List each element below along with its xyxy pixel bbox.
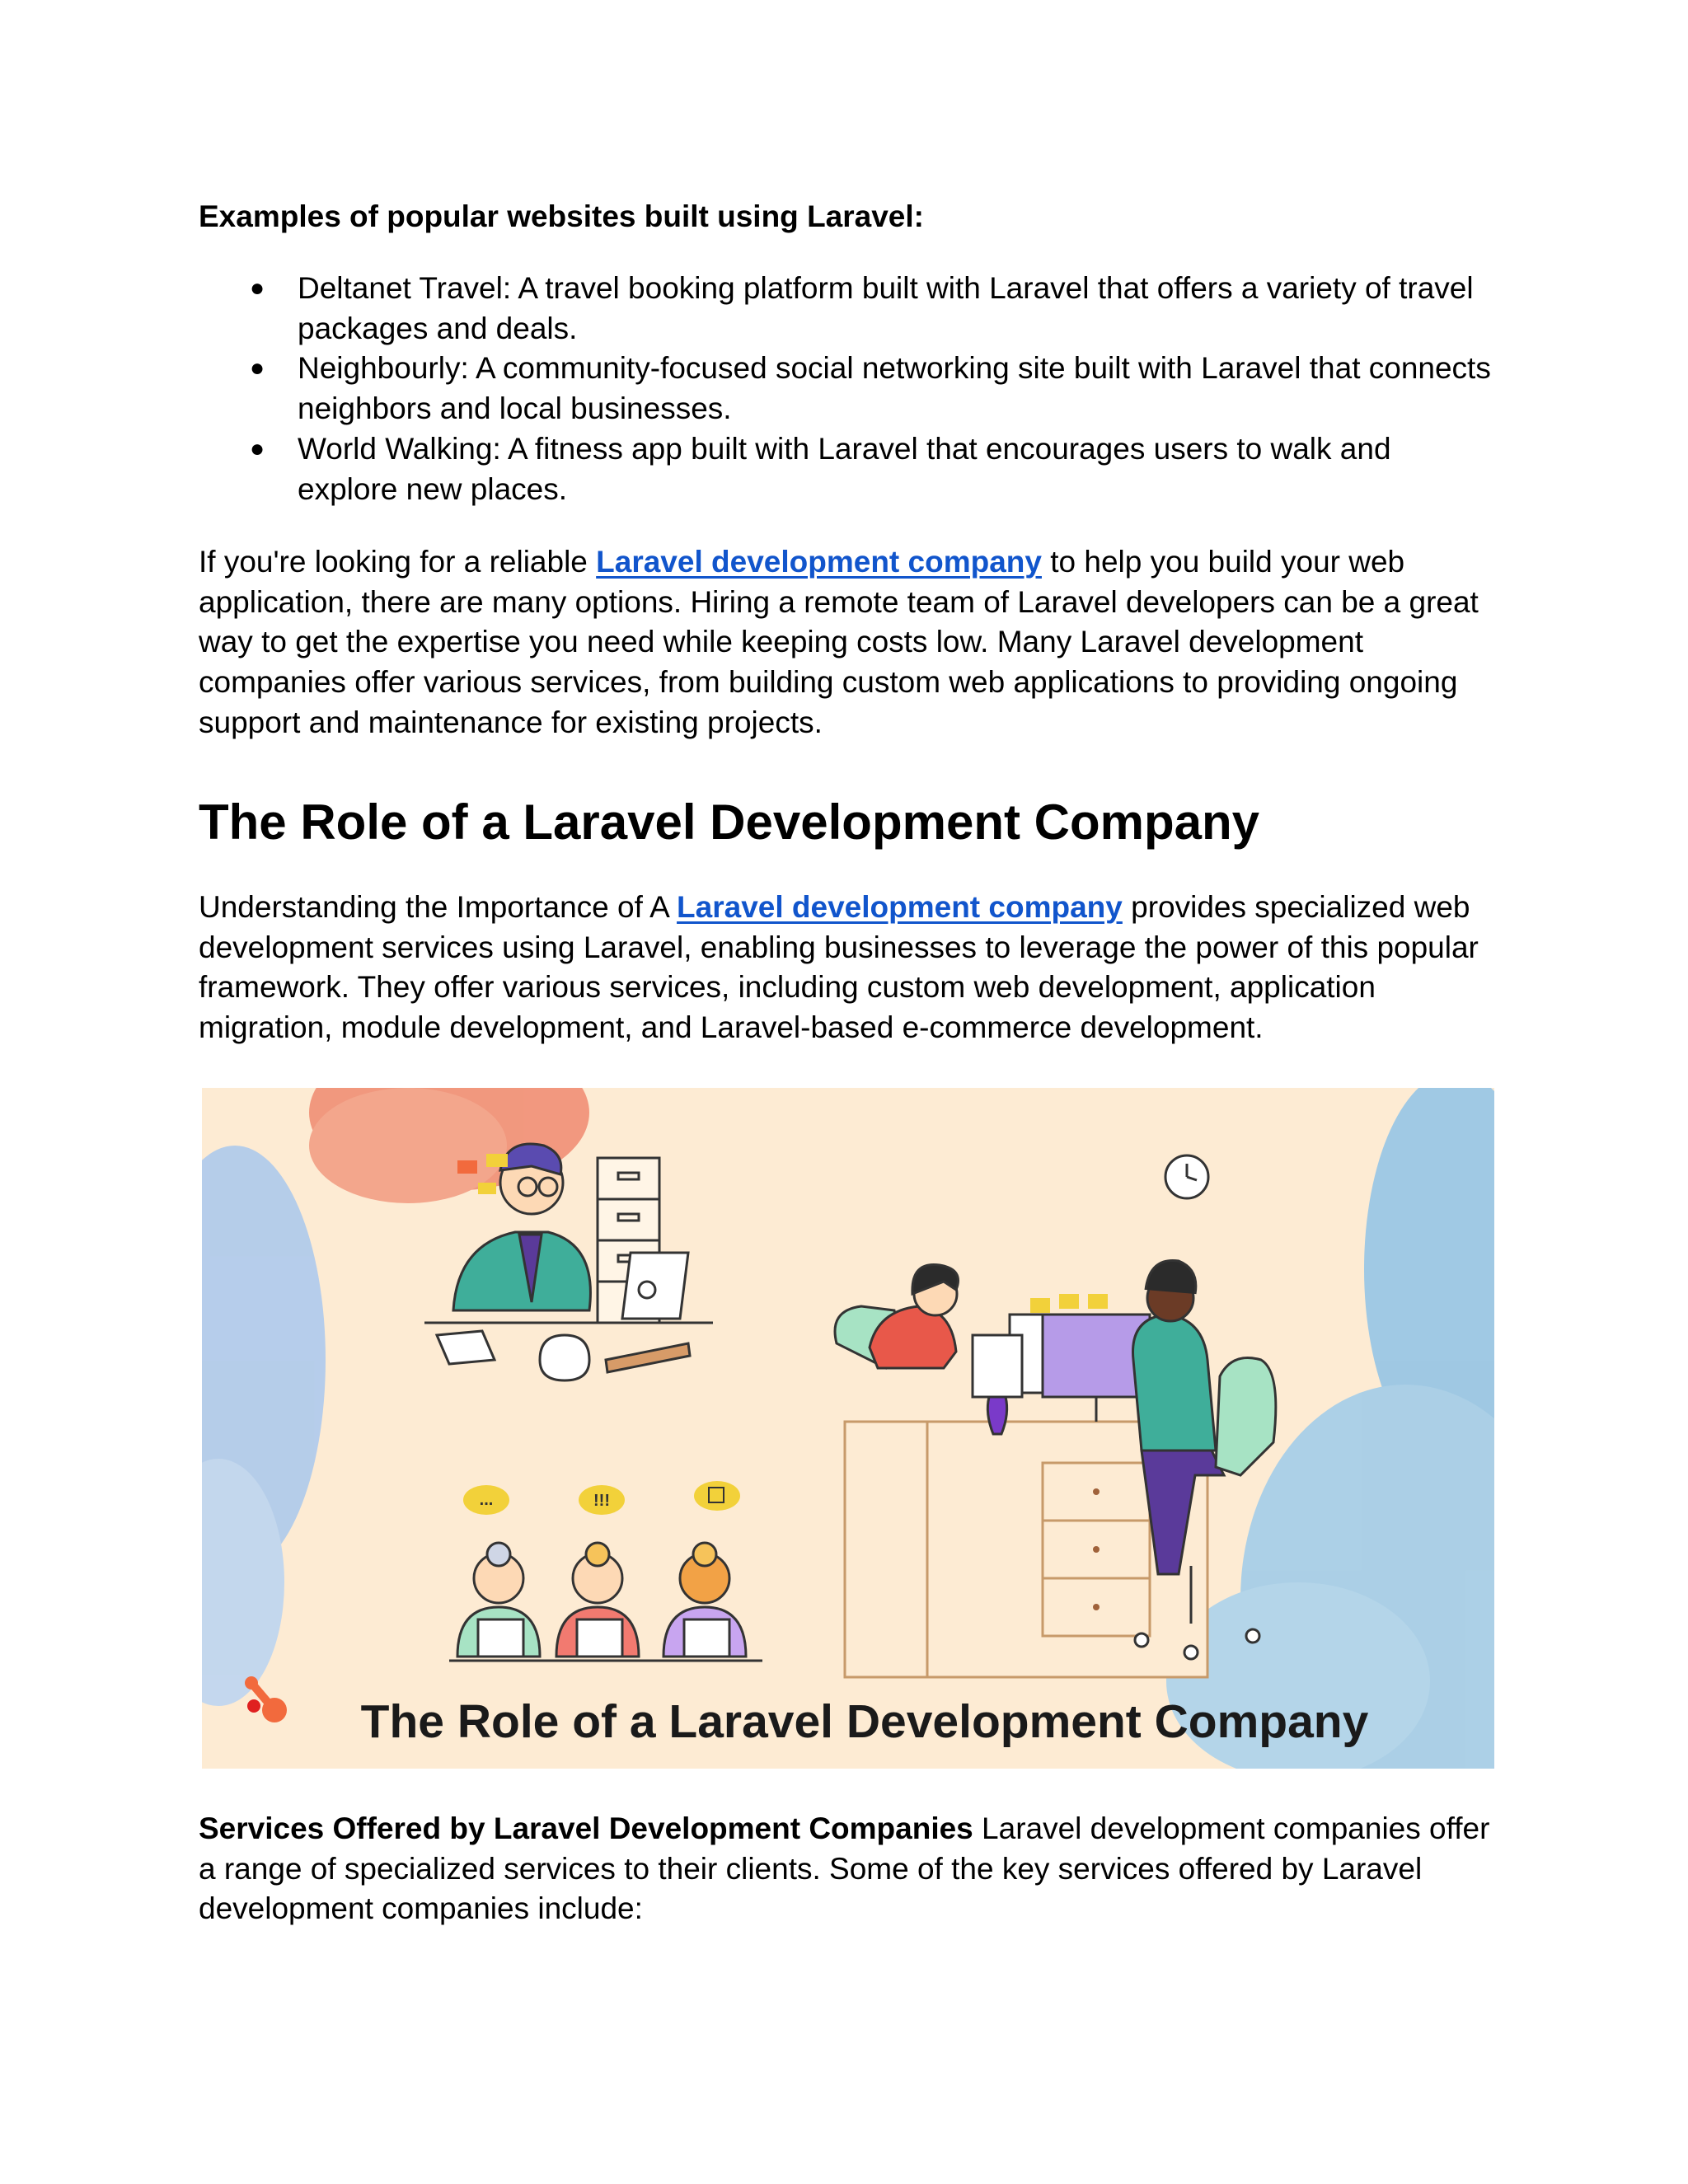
role-line: migration, module development, and Laravel-based e-commerce development. [199, 1010, 1264, 1045]
intro-first-line [199, 542, 1494, 583]
list-item-line: World Walking: A fitness app built with Laravel that encourages users to walk and [298, 431, 1391, 466]
services-after-lead: Laravel development companies offer [973, 1811, 1490, 1845]
role-paragraph [199, 888, 1494, 1048]
laravel-company-link-1[interactable]: Laravel development company [596, 545, 1042, 579]
list-item-line: packages and deals. [298, 311, 578, 345]
services-line: a range of specialized services to their clients. Some of the key services offered by Laravel [199, 1851, 1423, 1886]
intro-line: support and maintenance for existing projects. [199, 705, 823, 739]
clock-icon [1165, 1155, 1208, 1198]
role-line: development services using Laravel, enabling businesses to leverage the power of this popular [199, 930, 1479, 964]
speech-bubbles [463, 1481, 740, 1515]
illustration-artwork [202, 1088, 1494, 1769]
services-line: development companies include: [199, 1891, 643, 1926]
bullet-icon: ● [250, 354, 265, 382]
intro-paragraph [199, 542, 1494, 743]
bubble-ellipsis: ... [479, 1491, 494, 1509]
list-item [199, 269, 1494, 349]
role-illustration [202, 1088, 1494, 1769]
bullet-icon: ● [250, 274, 265, 302]
list-item [199, 429, 1494, 509]
role-text-after-link: provides specialized web [1122, 890, 1470, 924]
list-item [199, 349, 1494, 429]
services-lead: Services Offered by Laravel Development Companies [199, 1811, 973, 1845]
laravel-company-link-2[interactable]: Laravel development company [677, 890, 1123, 924]
role-line: framework. They offer various services, including custom web development, application [199, 970, 1376, 1005]
intro-line: companies offer various services, from building custom web applications to providing ongoing [199, 665, 1458, 700]
intro-text-after-link: to help you build your web [1041, 545, 1405, 579]
intro-line: application, there are many options. Hiring a remote team of Laravel developers can be a great [199, 584, 1479, 619]
bubble-exclaim: !!! [593, 1492, 610, 1510]
list-item-line: explore new places. [298, 471, 568, 506]
examples-list-wrap [199, 269, 1494, 509]
services-first-line [199, 1809, 1494, 1849]
desk-sticky-notes [1030, 1294, 1108, 1313]
role-section-title-wrap [199, 793, 1494, 852]
list-item-line: Neighbourly: A community-focused social networking site built with Laravel that connects [298, 351, 1491, 386]
services-paragraph [199, 1809, 1494, 1929]
role-text-before-link: Understanding the Importance of A [199, 890, 678, 924]
list-item-line: neighbors and local businesses. [298, 391, 732, 426]
intro-line: way to get the expertise you need while keeping costs low. Many Laravel development [199, 625, 1363, 659]
intro-text-before-link: If you're looking for a reliable [199, 545, 597, 579]
bullet-icon: ● [250, 434, 265, 462]
support-team-illustration [449, 1543, 762, 1661]
list-item-line: Deltanet Travel: A travel booking platform built with Laravel that offers a variety of travel [298, 271, 1474, 305]
role-first-line [199, 888, 1494, 928]
examples-list [199, 269, 1494, 509]
examples-section [199, 197, 1494, 237]
illustration-caption: The Role of a Laravel Development Company [360, 1695, 1369, 1748]
section-title: The Role of a Laravel Development Company [199, 794, 1259, 850]
examples-heading: Examples of popular websites built using Laravel: [199, 199, 924, 233]
